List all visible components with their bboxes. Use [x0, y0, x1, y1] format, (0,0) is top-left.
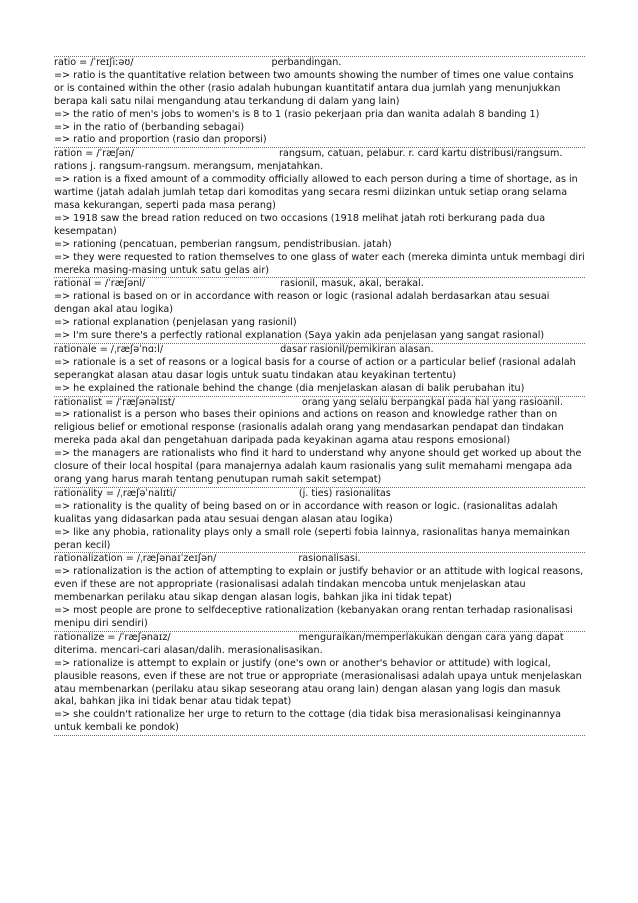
entry-example-line: => rational explanation (penjelasan yang rasionil) [54, 317, 297, 329]
entry-example-line: => most people are prone to selfdeceptive rationalization (kebanyakan orang rentan terhadap rasionalisasi menipu diri sendiri) [54, 605, 573, 629]
entry-head [54, 278, 585, 291]
entry-example-line: => 1918 saw the bread ration reduced on two occasions (1918 melihat jatah roti berkurang pada dua kesempatan) [54, 212, 546, 237]
entry-head [54, 344, 585, 357]
entry-head [54, 57, 585, 70]
dictionary-entry [54, 397, 585, 488]
entry-example-line: => she couldn't rationalize her urge to return to the cottage (dia tidak bisa merasionalisasi keinginannya untuk kembali ke pondok) [54, 709, 561, 734]
entry-headword: ration = /ˈræʃən/ [54, 148, 135, 160]
entry-gap [134, 57, 272, 70]
entry-headword: rationale = /ˌræʃəˈnɑːl/ [54, 343, 164, 355]
entry-gap [176, 488, 299, 501]
dictionary-entry [54, 148, 585, 278]
dictionary-entry [54, 344, 585, 397]
entry-example-line: => rationalist is a person who bases their opinions and actions on reason and knowledge rather than on religious belief or emotional response (rasionalis adalah orang yang mendasarkan pendapat dan tindakan mereka pada akal dan pengetahuan daripada pada keyakinan agama atau respons emosional) [54, 409, 564, 447]
entry-meaning: (j. ties) rasionalitas [298, 487, 391, 499]
entry-example-line: => rational is based on or in accordance with reason or logic (rasional adalah berdasarkan atau sesuai dengan akal atau logika) [54, 291, 550, 316]
entry-meaning: menguraikan/memperlakukan dengan cara yang dapat diterima. mencari-cari alasan/dalih. merasionalisasikan. [54, 631, 564, 656]
entry-list [54, 56, 585, 736]
entry-meaning: rasionalisasi. [298, 553, 361, 565]
entry-example-line: => the ratio of men's jobs to women's is 8 to 1 (rasio pekerjaan pria dan wanita adalah 8 banding 1) [54, 108, 540, 120]
entry-example-line: => ration is a fixed amount of a commodity officially allowed to each person during a time of shortage, as in wartime (jatah adalah jumlah tetap dari komoditas yang secara resmi diizinkan untuk setiap orang selama masa kekurangan, seperti pada masa perang) [54, 174, 578, 211]
entry-head [54, 553, 585, 566]
entry-example-line: => rationalization is the action of attempting to explain or justify behavior or an attitude with logical reasons, even if these are not appropriate (rasionalisasi adalah tindakan mencoba untuk menjelaskan atau membenarkan perilaku atau sikap dengan alasan logis, bahkan jika ini tidak tepat) [54, 566, 584, 604]
entry-example-line: => in the ratio of (berbanding sebagai) [54, 121, 245, 133]
dictionary-entry [54, 278, 585, 344]
entry-head [54, 148, 585, 174]
dictionary-entry [54, 56, 585, 148]
entry-headword: rational = /ˈræʃənl/ [54, 278, 146, 290]
entry-example-line: => he explained the rationale behind the change (dia menjelaskan alasan di balik perubahan itu) [54, 382, 525, 394]
entry-meaning: orang yang selalu berpangkal pada hal yang rasioanil. [301, 396, 563, 408]
entry-headword: ratio = /ˈreɪʃiːəʊ/ [54, 57, 134, 68]
entry-headword: rationalize = /ˈræʃənaɪz/ [54, 631, 171, 643]
entry-headword: rationalist = /ˈræʃənəlɪst/ [54, 396, 175, 408]
entry-example-line: => rationalize is attempt to explain or justify (one's own or another's behavior or attitude) with logical, plausible reasons, even if these are not true or appropriate (merasionalisasi adalah upaya untuk menjelaskan atau membenarkan (perilaku atau sikap seseorang atau orang lain) dengan alasan yang logis dan masuk akal, bahkan jika ini tidak benar atau tidak tepat) [54, 657, 582, 708]
entry-example-line: => the managers are rationalists who find it hard to understand why anyone should get worked up about the closure of their local hospital (para manajernya adalah kaum rasionalis yang sulit memahami mengapa ada orang yang harus marah tentang penutupan rumah sakit setempat) [54, 448, 582, 485]
dictionary-page [54, 56, 585, 736]
entry-meaning: rangsum, catuan, pelabur. r. card kartu distribusi/rangsum. rations j. rangsum-rangsum. merangsum, menjatahkan. [54, 148, 563, 173]
entry-gap [216, 553, 298, 566]
entry-head [54, 632, 585, 658]
dictionary-entry [54, 553, 585, 631]
entry-example-line: => rationing (pencatuan, pemberian rangsum, pendistribusian. jatah) [54, 238, 392, 250]
dictionary-entry [54, 488, 585, 554]
entry-example-line: => they were requested to ration themselves to one glass of water each (mereka diminta untuk membagi diri mereka masing-masing untuk satu gelas air) [54, 251, 585, 276]
entry-example-line: => rationality is the quality of being based on or in accordance with reason or logic. (rasionalitas adalah kualitas yang didasarkan pada atau sesuai dengan alasan atau logika) [54, 500, 558, 525]
entry-example-line: => ratio is the quantitative relation between two amounts showing the number of times one value contains or is contained within the other (rasio adalah hubungan kuantitatif antara dua jumlah yang menunjukkan berapa kali satu nilai mengandung atau terkandung di dalam yang lain) [54, 69, 574, 107]
entry-meaning: rasionil, masuk, akal, berakal. [280, 278, 424, 290]
entry-gap [145, 278, 280, 291]
entry-example-line: => ratio and proportion (rasio dan proporsi) [54, 134, 267, 146]
dictionary-entry [54, 632, 585, 736]
entry-meaning: dasar rasionil/pemikiran alasan. [280, 343, 434, 355]
entry-headword: rationality = /ˌræʃəˈnalɪti/ [54, 487, 176, 499]
entry-example-line: => rationale is a set of reasons or a logical basis for a course of action or a particular belief (rasional adalah seperangkat alasan atau dasar logis untuk suatu tindakan atau keyakinan tertentu) [54, 356, 576, 381]
entry-head [54, 397, 585, 410]
entry-gap [163, 344, 280, 357]
entry-meaning: perbandingan. [271, 57, 342, 68]
entry-headword: rationalization = /ˌræʃənaɪˈzeɪʃən/ [54, 553, 217, 565]
entry-head [54, 488, 585, 501]
entry-example-line: => like any phobia, rationality plays only a small role (seperti fobia lainnya, rasionalitas hanya memainkan peran kecil) [54, 526, 570, 551]
entry-example-line: => I'm sure there's a perfectly rational explanation (Saya yakin ada penjelasan yang sangat rasional) [54, 330, 545, 342]
entry-gap [175, 397, 302, 410]
